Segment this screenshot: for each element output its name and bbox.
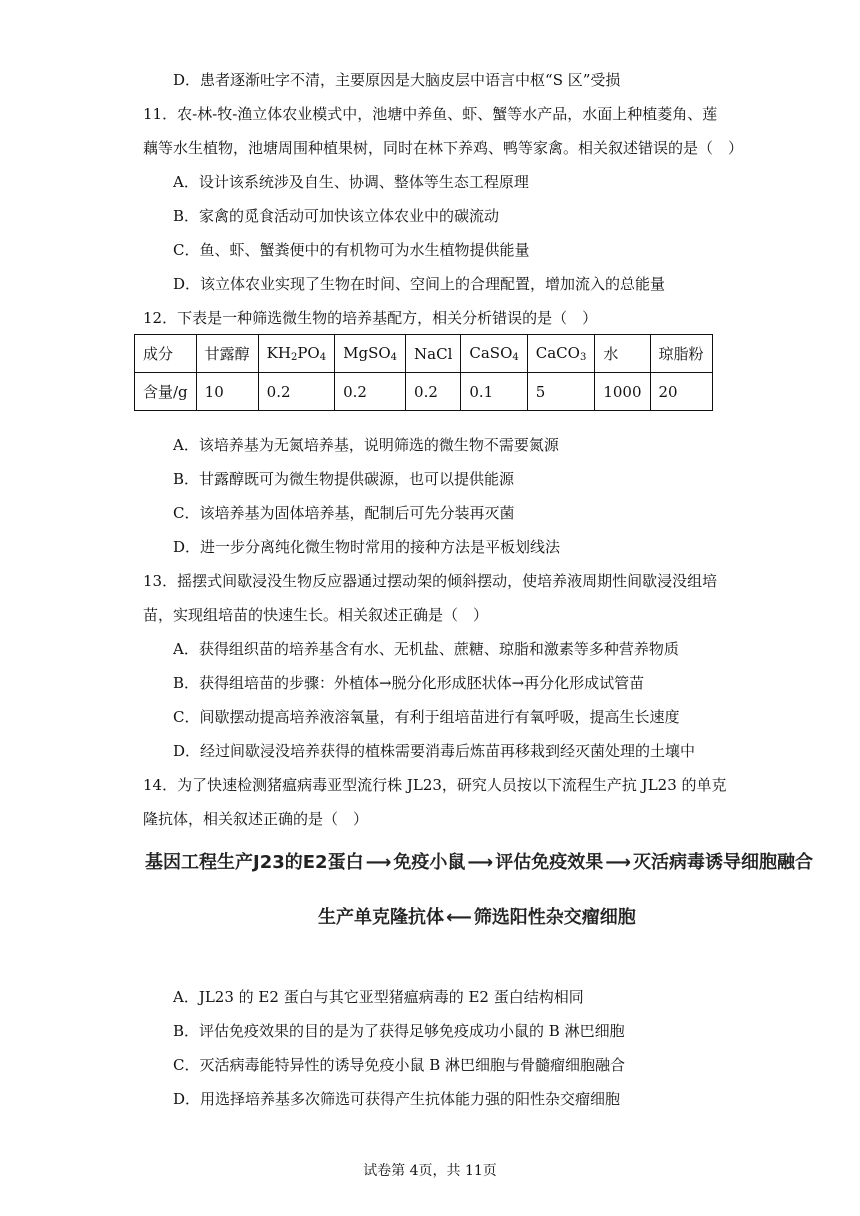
flow-step-produce-antibody: 生产单克隆抗体 xyxy=(318,907,444,928)
table-cell: 1000 xyxy=(595,373,650,411)
q14-option-b: B．评估免疫效果的目的是为了获得足够免疫成功小鼠的 B 淋巴细胞 xyxy=(173,1022,625,1040)
table-cell: NaCl xyxy=(406,335,461,373)
table-header-label: 成分 xyxy=(135,335,197,373)
q14-option-d: D．用选择培养基多次筛选可获得产生抗体能力强的阳性杂交瘤细胞 xyxy=(173,1090,621,1108)
table-cell: 甘露醇 xyxy=(196,335,258,373)
q13-stem-line2: 苗，实现组培苗的快速生长。相关叙述正确是（ ） xyxy=(143,606,489,624)
arrow-left-icon: ⟵ xyxy=(446,907,472,928)
page-footer: 试卷第 4页，共 11页 xyxy=(363,1163,497,1179)
q14-option-c: C．灭活病毒能特异性的诱导免疫小鼠 B 淋巴细胞与骨髓瘤细胞融合 xyxy=(173,1056,626,1074)
flow-step-immunize-mice: 免疫小鼠 xyxy=(393,852,466,873)
q11-option-b: B．家禽的觅食活动可加快该立体农业中的碳流动 xyxy=(173,207,500,225)
q13-stem-line1: 13．摇摆式间歇浸没生物反应器通过摆动架的倾斜摆动，使培养液周期性间歇浸没组培 xyxy=(143,572,718,590)
flow-step-screen-hybridoma: 筛选阳性杂交瘤细胞 xyxy=(473,907,636,928)
flow-step-evaluate-immunity: 评估免疫效果 xyxy=(495,852,604,873)
q12-option-a: A．该培养基为无氮培养基，说明筛选的微生物不需要氮源 xyxy=(173,436,559,454)
table-cell: 水 xyxy=(595,335,650,373)
q14-stem-line2: 隆抗体，相关叙述正确的是（ ） xyxy=(143,810,369,828)
table-cell: 琼脂粉 xyxy=(650,335,712,373)
q14-stem-line1: 14．为了快速检测猪瘟病毒亚型流行株 JL23，研究人员按以下流程生产抗 JL23 的单克 xyxy=(143,776,727,794)
table-cell: 5 xyxy=(527,373,595,411)
q13-option-a: A．获得组织苗的培养基含有水、无机盐、蔗糖、琼脂和激素等多种营养物质 xyxy=(173,640,679,658)
q11-option-c: C．鱼、虾、蟹粪便中的有机物可为水生植物提供能量 xyxy=(173,241,530,259)
q12-option-d: D．进一步分离纯化微生物时常用的接种方法是平板划线法 xyxy=(173,538,561,556)
q11-option-a: A．设计该系统涉及自生、协调、整体等生态工程原理 xyxy=(173,173,529,191)
arrow-right-icon: ⟶ xyxy=(365,852,392,873)
flow-step-e2-protein: 基因工程生产J23的E2蛋白 xyxy=(145,852,364,873)
q14-option-a: A．JL23 的 E2 蛋白与其它亚型猪瘟病毒的 E2 蛋白结构相同 xyxy=(173,988,584,1006)
table-row xyxy=(135,335,713,373)
table-cell: CaSO$_4$ xyxy=(461,335,527,373)
table-cell: 10 xyxy=(196,373,258,411)
q11-stem-line2: 藕等水生植物，池塘周围种植果树，同时在林下养鸡、鸭等家禽。相关叙述错误的是（ ） xyxy=(143,139,744,157)
table-cell: 20 xyxy=(650,373,712,411)
table-cell: MgSO$_4$ xyxy=(335,335,406,373)
q11-option-d: D．该立体农业实现了生物在时间、空间上的合理配置，增加流入的总能量 xyxy=(173,275,666,293)
table-cell: 0.2 xyxy=(406,373,461,411)
q11-stem-line1: 11．农-林-牧-渔立体农业模式中，池塘中养鱼、虾、蟹等水产品，水面上种植菱角、莲 xyxy=(143,105,718,123)
table-cell: $KH_2PO_4$ xyxy=(258,335,334,373)
arrow-right-icon: ⟶ xyxy=(605,852,632,873)
table-cell: 0.2 xyxy=(258,373,334,411)
arrow-right-icon: ⟶ xyxy=(467,852,494,873)
flow-step-cell-fusion: 灭活病毒诱导细胞融合 xyxy=(633,852,814,873)
q12-stem: 12．下表是一种筛选微生物的培养基配方，相关分析错误的是（ ） xyxy=(143,309,598,327)
q10-option-d: D．患者逐渐吐字不清，主要原因是大脑皮层中语言中枢“S 区”受损 xyxy=(173,71,621,89)
table-cell: 0.2 xyxy=(335,373,406,411)
q12-option-c: C．该培养基为固体培养基，配制后可先分装再灭菌 xyxy=(173,504,515,522)
table-row xyxy=(135,373,713,411)
table-cell: 0.1 xyxy=(461,373,527,411)
q13-option-c: C．间歇摆动提高培养液溶氧量，有利于组培苗进行有氧呼吸，提高生长速度 xyxy=(173,708,680,726)
q13-option-d: D．经过间歇浸没培养获得的植株需要消毒后炼苗再移栽到经灭菌处理的土壤中 xyxy=(173,742,696,760)
q13-option-b: B．获得组培苗的步骤：外植体→脱分化形成胚状体→再分化形成试管苗 xyxy=(173,674,645,692)
table-content-label: 含量/g xyxy=(135,373,197,411)
medium-recipe-table xyxy=(134,334,713,411)
flowchart-row-1 xyxy=(145,851,813,875)
table-cell: CaCO$_3$ xyxy=(527,335,595,373)
flowchart-row-2 xyxy=(318,906,636,930)
q12-option-b: B．甘露醇既可为微生物提供碳源，也可以提供能源 xyxy=(173,470,515,488)
